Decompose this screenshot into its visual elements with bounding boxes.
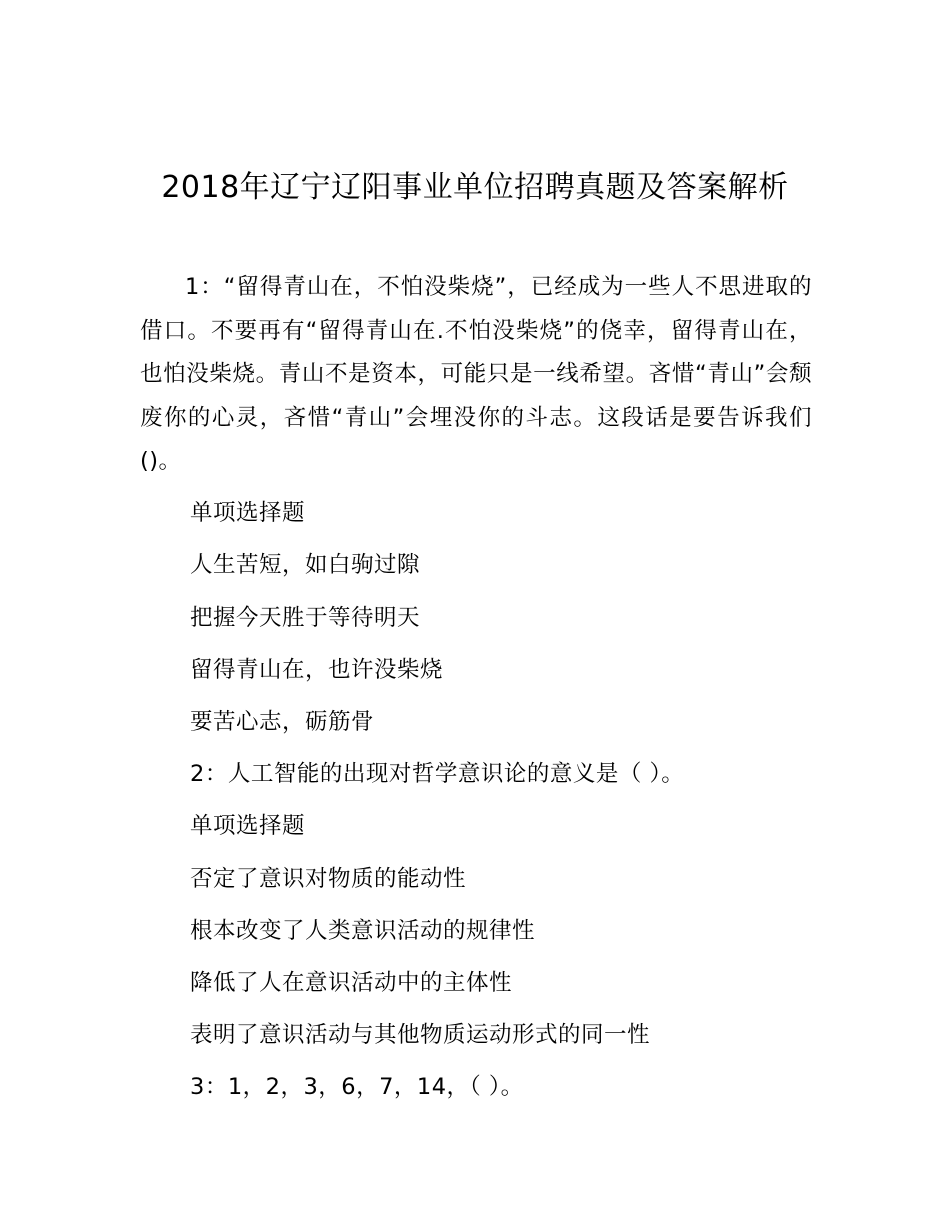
question-1-option-c: 留得青山在，也许没柴烧 (190, 656, 444, 683)
question-2-option-d: 表明了意识活动与其他物质运动形式的同一性 (190, 1022, 651, 1049)
document-body (140, 266, 812, 1110)
question-1-stem: 1：“留得青山在，不怕没柴烧”，已经成为一些人不思进取的借口。不要再有“留得青山在.不怕没柴烧”的侥幸，留得青山在，也怕没柴烧。青山不是资本，可能只是一线希望。吝惜“青山”会颓废你的心灵，吝惜“青山”会埋没你的斗志。这段话是要告诉我们()。 (140, 274, 812, 474)
question-2-option-a: 否定了意识对物质的能动性 (190, 865, 467, 892)
question-1-option-a: 人生苦短，如白驹过隙 (190, 552, 421, 579)
question-1-option-b: 把握今天胜于等待明天 (190, 604, 421, 631)
question-1-option-d: 要苦心志，砺筋骨 (190, 708, 375, 735)
question-2-type: 单项选择题 (190, 813, 306, 840)
question-2-option-b: 根本改变了人类意识活动的规律性 (190, 917, 536, 944)
question-1-type: 单项选择题 (190, 500, 306, 527)
question-2-option-c: 降低了人在意识活动中的主体性 (190, 969, 513, 996)
question-2-stem: 2：人工智能的出现对哲学意识论的意义是（ ）。 (190, 761, 685, 788)
document-title: 2018年辽宁辽阳事业单位招聘真题及答案解析 (161, 170, 789, 205)
question-3-stem: 3：1，2，3，6，7，14，（ ）。 (190, 1074, 524, 1101)
